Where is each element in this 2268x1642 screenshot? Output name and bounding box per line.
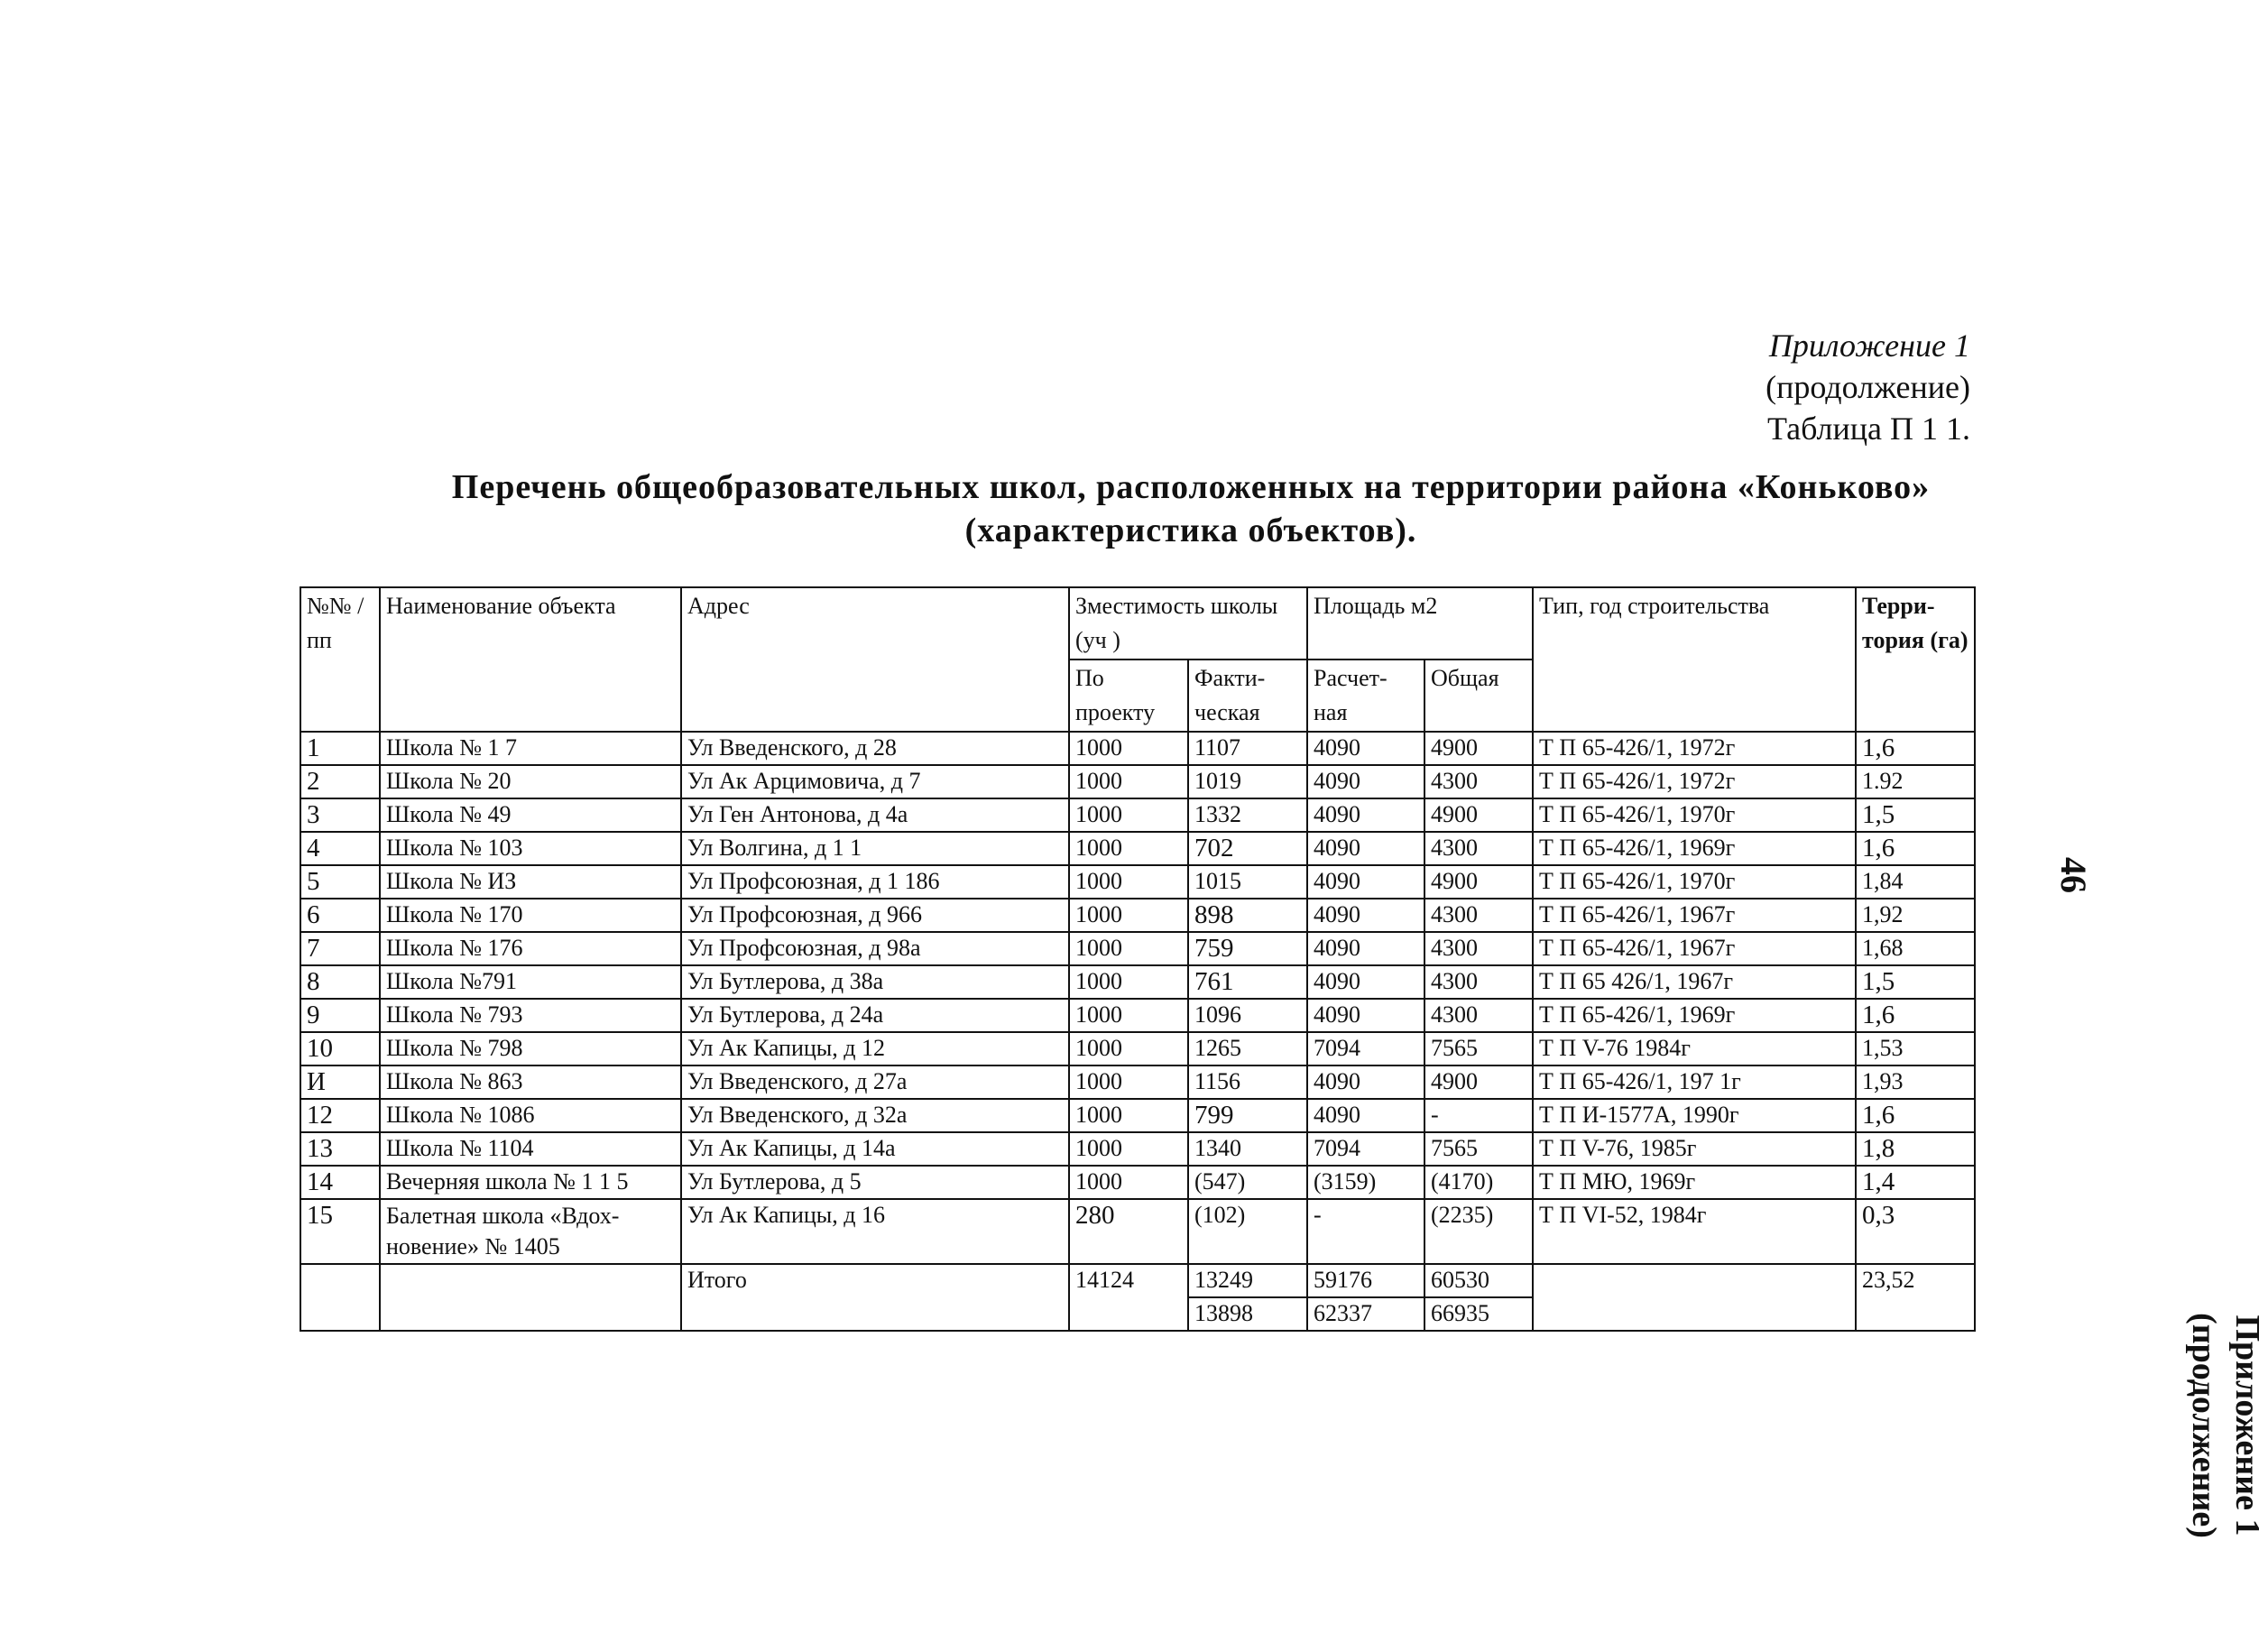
cell-total: 7565 [1424, 1132, 1533, 1166]
table-body [300, 732, 1975, 1331]
cell-num: И [300, 1065, 380, 1099]
cell-name: Школа № 793 [380, 999, 681, 1032]
cell-num: 5 [300, 865, 380, 899]
cell-total: 4300 [1424, 765, 1533, 798]
table-row [300, 1032, 1975, 1065]
cell-act: 1156 [1188, 1065, 1307, 1099]
cell-proj: 1000 [1069, 1132, 1188, 1166]
cell-name: Балетная школа «Вдох-новение» № 1405 [380, 1199, 681, 1264]
table-number: Таблица П 1 1. [1767, 410, 1970, 447]
cell-terr: 1,6 [1856, 732, 1975, 765]
cell-calc: 4090 [1307, 732, 1424, 765]
cell-address: Ул Ген Антонова, д 4а [681, 798, 1069, 832]
totals-empty-type [1533, 1264, 1856, 1331]
table-row [300, 1199, 1975, 1264]
cell-num: 8 [300, 965, 380, 999]
cell-terr: 1,53 [1856, 1032, 1975, 1065]
table-header-row-1 [300, 587, 1975, 660]
totals-calc-2: 62337 [1307, 1297, 1424, 1331]
cell-total: 4300 [1424, 899, 1533, 932]
cell-calc: 7094 [1307, 1032, 1424, 1065]
cell-calc: (3159) [1307, 1166, 1424, 1199]
cell-name: Школа № 798 [380, 1032, 681, 1065]
cell-type: Т П 65-426/1, 197 1г [1533, 1065, 1856, 1099]
cell-total: 7565 [1424, 1032, 1533, 1065]
cell-calc: 4090 [1307, 1099, 1424, 1132]
table-row [300, 932, 1975, 965]
table-row [300, 865, 1975, 899]
cell-num: 9 [300, 999, 380, 1032]
cell-address: Ул Введенского, д 27а [681, 1065, 1069, 1099]
cell-num: 4 [300, 832, 380, 865]
cell-total: 4300 [1424, 965, 1533, 999]
cell-proj: 1000 [1069, 1166, 1188, 1199]
cell-name: Школа № 1086 [380, 1099, 681, 1132]
cell-terr: 1,5 [1856, 965, 1975, 999]
cell-calc: 4090 [1307, 999, 1424, 1032]
totals-proj: 14124 [1069, 1264, 1188, 1331]
cell-num: 3 [300, 798, 380, 832]
totals-row [300, 1264, 1975, 1297]
header-type: Тип, год строительства [1533, 587, 1856, 732]
table-row [300, 1099, 1975, 1132]
cell-proj: 1000 [1069, 999, 1188, 1032]
cell-terr: 1,8 [1856, 1132, 1975, 1166]
cell-proj: 1000 [1069, 865, 1188, 899]
cell-act: 759 [1188, 932, 1307, 965]
cell-act: 898 [1188, 899, 1307, 932]
header-territory: Терри-тория (га) [1856, 587, 1975, 732]
appendix-continuation: (продолжение) [1766, 369, 1970, 405]
cell-calc: 4090 [1307, 965, 1424, 999]
cell-act: 1332 [1188, 798, 1307, 832]
cell-type: Т П 65-426/1, 1969г [1533, 832, 1856, 865]
header-name: Наименование объекта [380, 587, 681, 732]
cell-total: 4300 [1424, 832, 1533, 865]
cell-type: Т П 65-426/1, 1970г [1533, 865, 1856, 899]
appendix-label: Приложение 1 [1768, 327, 1970, 364]
cell-address: Ул Профсоюзная, д 1 186 [681, 865, 1069, 899]
cell-address: Ул Введенского, д 28 [681, 732, 1069, 765]
cell-address: Ул Введенского, д 32а [681, 1099, 1069, 1132]
cell-terr: 1,93 [1856, 1065, 1975, 1099]
table-row [300, 1132, 1975, 1166]
cell-calc: 4090 [1307, 1065, 1424, 1099]
header-area-calc: Расчет-ная [1307, 660, 1424, 732]
cell-address: Ул Бутлерова, д 38а [681, 965, 1069, 999]
cell-address: Ул Ак Капицы, д 12 [681, 1032, 1069, 1065]
cell-type: Т П 65-426/1, 1967г [1533, 899, 1856, 932]
cell-num: 2 [300, 765, 380, 798]
header-capacity-project: По проекту [1069, 660, 1188, 732]
table-row [300, 1166, 1975, 1199]
cell-address: Ул Ак Арцимовича, д 7 [681, 765, 1069, 798]
totals-act-2: 13898 [1188, 1297, 1307, 1331]
totals-total-2: 66935 [1424, 1297, 1533, 1331]
cell-terr: 1,84 [1856, 865, 1975, 899]
cell-name: Школа № ИЗ [380, 865, 681, 899]
header-area: Площадь м2 [1307, 587, 1533, 660]
side-appendix-label [2161, 1209, 2268, 1642]
totals-label: Итого [681, 1264, 1069, 1331]
cell-terr: 1,92 [1856, 899, 1975, 932]
header-address: Адрес [681, 587, 1069, 732]
cell-name: Школа № 176 [380, 932, 681, 965]
cell-num: 12 [300, 1099, 380, 1132]
cell-name: Школа № 20 [380, 765, 681, 798]
table-row [300, 832, 1975, 865]
cell-proj: 1000 [1069, 765, 1188, 798]
cell-type: Т П МЮ, 1969г [1533, 1166, 1856, 1199]
cell-calc: 4090 [1307, 865, 1424, 899]
cell-type: Т П 65-426/1, 1967г [1533, 932, 1856, 965]
cell-act: (102) [1188, 1199, 1307, 1264]
table-row [300, 1065, 1975, 1099]
title-line-2: (характеристика объектов). [964, 512, 1417, 549]
cell-type: Т П 65-426/1, 1972г [1533, 732, 1856, 765]
cell-num: 14 [300, 1166, 380, 1199]
cell-proj: 1000 [1069, 899, 1188, 932]
cell-total: 4900 [1424, 865, 1533, 899]
cell-type: Т П VI-52, 1984г [1533, 1199, 1856, 1264]
header-number: №№ /пп [300, 587, 380, 732]
cell-terr: 1,5 [1856, 798, 1975, 832]
side-appendix-line-2: (продолжение) [2185, 1313, 2223, 1538]
appendix-header [1519, 325, 1970, 449]
cell-address: Ул Ак Капицы, д 14а [681, 1132, 1069, 1166]
cell-calc: - [1307, 1199, 1424, 1264]
cell-num: 10 [300, 1032, 380, 1065]
cell-total: (4170) [1424, 1166, 1533, 1199]
table-row [300, 798, 1975, 832]
cell-num: 15 [300, 1199, 380, 1264]
cell-proj: 1000 [1069, 1099, 1188, 1132]
cell-act: 702 [1188, 832, 1307, 865]
cell-proj: 280 [1069, 1199, 1188, 1264]
cell-total: (2235) [1424, 1199, 1533, 1264]
totals-calc-1: 59176 [1307, 1264, 1424, 1297]
cell-terr: 1,6 [1856, 832, 1975, 865]
cell-type: Т П И-1577А, 1990г [1533, 1099, 1856, 1132]
cell-name: Школа № 170 [380, 899, 681, 932]
cell-address: Ул Волгина, д 1 1 [681, 832, 1069, 865]
totals-empty-num [300, 1264, 380, 1331]
header-capacity-actual: Факти-ческая [1188, 660, 1307, 732]
cell-num: 6 [300, 899, 380, 932]
cell-num: 1 [300, 732, 380, 765]
cell-type: Т П 65-426/1, 1972г [1533, 765, 1856, 798]
totals-terr: 23,52 [1856, 1264, 1975, 1331]
cell-total: - [1424, 1099, 1533, 1132]
cell-name: Школа № 49 [380, 798, 681, 832]
totals-empty-name [380, 1264, 681, 1331]
cell-name: Школа № 103 [380, 832, 681, 865]
cell-num: 13 [300, 1132, 380, 1166]
cell-address: Ул Бутлерова, д 5 [681, 1166, 1069, 1199]
cell-calc: 4090 [1307, 932, 1424, 965]
totals-act-1: 13249 [1188, 1264, 1307, 1297]
table-row [300, 965, 1975, 999]
cell-calc: 4090 [1307, 832, 1424, 865]
cell-address: Ул Ак Капицы, д 16 [681, 1199, 1069, 1264]
cell-act: 1019 [1188, 765, 1307, 798]
cell-proj: 1000 [1069, 932, 1188, 965]
schools-table [300, 586, 1976, 1332]
cell-calc: 4090 [1307, 899, 1424, 932]
cell-total: 4300 [1424, 932, 1533, 965]
cell-proj: 1000 [1069, 832, 1188, 865]
cell-terr: 1,4 [1856, 1166, 1975, 1199]
cell-address: Ул Бутлерова, д 24а [681, 999, 1069, 1032]
cell-name: Вечерняя школа № 1 1 5 [380, 1166, 681, 1199]
side-appendix-line-1: Приложение 1 [2228, 1315, 2266, 1536]
cell-act: 1265 [1188, 1032, 1307, 1065]
cell-act: 761 [1188, 965, 1307, 999]
header-area-total: Общая [1424, 660, 1533, 732]
cell-terr: 1,6 [1856, 999, 1975, 1032]
cell-name: Школа № 1104 [380, 1132, 681, 1166]
cell-address: Ул Профсоюзная, д 966 [681, 899, 1069, 932]
cell-calc: 4090 [1307, 798, 1424, 832]
cell-calc: 4090 [1307, 765, 1424, 798]
cell-act: 1107 [1188, 732, 1307, 765]
page-number: 46 [2053, 857, 2094, 893]
cell-proj: 1000 [1069, 1065, 1188, 1099]
table-row [300, 899, 1975, 932]
cell-act: (547) [1188, 1166, 1307, 1199]
cell-act: 1096 [1188, 999, 1307, 1032]
cell-type: Т П 65-426/1, 1970г [1533, 798, 1856, 832]
cell-proj: 1000 [1069, 965, 1188, 999]
cell-total: 4900 [1424, 732, 1533, 765]
cell-terr: 1.92 [1856, 765, 1975, 798]
table-row [300, 765, 1975, 798]
document-title [298, 466, 2084, 552]
cell-name: Школа № 1 7 [380, 732, 681, 765]
cell-proj: 1000 [1069, 1032, 1188, 1065]
cell-terr: 1,6 [1856, 1099, 1975, 1132]
cell-num: 7 [300, 932, 380, 965]
cell-type: Т П V-76, 1985г [1533, 1132, 1856, 1166]
cell-act: 1340 [1188, 1132, 1307, 1166]
cell-type: Т П 65-426/1, 1969г [1533, 999, 1856, 1032]
cell-terr: 0,3 [1856, 1199, 1975, 1264]
cell-total: 4900 [1424, 798, 1533, 832]
cell-act: 1015 [1188, 865, 1307, 899]
title-line-1: Перечень общеобразовательных школ, расположенных на территории района «Коньково» [451, 468, 1931, 506]
cell-total: 4300 [1424, 999, 1533, 1032]
cell-address: Ул Профсоюзная, д 98а [681, 932, 1069, 965]
cell-total: 4900 [1424, 1065, 1533, 1099]
cell-type: Т П 65 426/1, 1967г [1533, 965, 1856, 999]
cell-proj: 1000 [1069, 798, 1188, 832]
cell-proj: 1000 [1069, 732, 1188, 765]
cell-act: 799 [1188, 1099, 1307, 1132]
cell-calc: 7094 [1307, 1132, 1424, 1166]
cell-terr: 1,68 [1856, 932, 1975, 965]
header-capacity: Зместимость школы (уч ) [1069, 587, 1307, 660]
cell-name: Школа № 863 [380, 1065, 681, 1099]
cell-type: Т П V-76 1984г [1533, 1032, 1856, 1065]
table-row [300, 999, 1975, 1032]
table-row [300, 732, 1975, 765]
totals-total-1: 60530 [1424, 1264, 1533, 1297]
cell-name: Школа №791 [380, 965, 681, 999]
